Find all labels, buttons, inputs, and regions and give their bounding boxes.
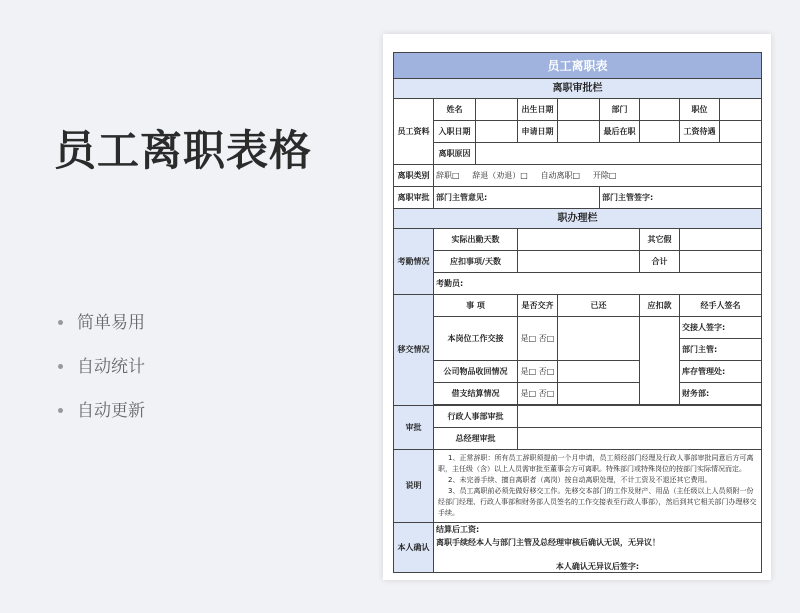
deduct-cell[interactable] <box>640 317 680 405</box>
type-option-self-leave[interactable]: 自动离职□ <box>540 170 581 180</box>
approval-label: 离职审批 <box>394 187 434 209</box>
benefits-label: 工资待遇 <box>680 121 720 143</box>
reason-label: 离职原因 <box>434 143 476 165</box>
handover-check[interactable]: 是□ 否□ <box>518 383 558 405</box>
actual-days-cell[interactable] <box>518 229 640 251</box>
dept-sign-cell[interactable]: 部门主管签字: <box>600 187 762 209</box>
birth-date-label: 出生日期 <box>518 99 558 121</box>
department-label: 部门 <box>600 99 640 121</box>
inventory-signer[interactable]: 库存管理处: <box>680 361 762 383</box>
type-option-resign[interactable]: 辞职□ <box>436 170 460 180</box>
deduction-label: 应扣事项/天数 <box>434 251 518 273</box>
benefits-cell[interactable] <box>720 121 762 143</box>
handover-item: 本岗位工作交接 <box>434 317 518 361</box>
returned-cell[interactable] <box>558 317 640 361</box>
employee-info-label: 员工资料 <box>394 99 434 165</box>
handover-item: 借支结算情况 <box>434 383 518 405</box>
attendance-clerk-cell[interactable]: 考勤员: <box>434 273 762 295</box>
handover-section-title: 职办理栏 <box>394 209 762 229</box>
returned-cell[interactable] <box>558 361 640 383</box>
attendance-label: 考勤情况 <box>394 229 434 295</box>
col-complete: 是否交齐 <box>518 295 558 317</box>
wage-after-label: 结算后工资: <box>436 525 480 534</box>
name-label: 姓名 <box>434 99 476 121</box>
other-leave-label: 其它假 <box>640 229 680 251</box>
col-deduct: 应扣款 <box>640 295 680 317</box>
feature-list <box>58 312 145 444</box>
deduction-cell[interactable] <box>518 251 640 273</box>
handover-check[interactable]: 是□ 否□ <box>518 317 558 361</box>
type-option-dismiss[interactable]: 辞退（劝退）□ <box>472 170 528 180</box>
position-cell[interactable] <box>720 99 762 121</box>
review-label: 审批 <box>394 406 434 450</box>
approval-section-title: 离职审批栏 <box>394 79 762 99</box>
gm-review-cell[interactable] <box>518 428 762 450</box>
position-label: 职位 <box>680 99 720 121</box>
handover-item: 公司物品收回情况 <box>434 361 518 383</box>
feature-item: 简单易用 <box>58 312 145 356</box>
feature-item: 自动更新 <box>58 400 145 444</box>
resignation-form <box>393 52 762 573</box>
name-cell[interactable] <box>476 99 518 121</box>
hr-review-cell[interactable] <box>518 406 762 428</box>
confirm-cell[interactable] <box>434 523 762 573</box>
total-label: 合计 <box>640 251 680 273</box>
handover-signer[interactable]: 交接人签字: <box>680 317 762 339</box>
entry-date-label: 入职日期 <box>434 121 476 143</box>
reason-cell[interactable] <box>476 143 762 165</box>
bullet-icon <box>58 408 63 413</box>
dept-opinion-cell[interactable]: 部门主管意见: <box>434 187 600 209</box>
confirm-statement: 离职手续经本人与部门主管及总经理审核后确认无误，无异议！ <box>436 538 660 547</box>
col-returned: 已还 <box>558 295 640 317</box>
col-item: 事 项 <box>434 295 518 317</box>
hero-title: 员工离职表格 <box>54 126 313 175</box>
form-title: 员工离职表 <box>394 53 762 79</box>
apply-date-cell[interactable] <box>558 121 600 143</box>
department-cell[interactable] <box>640 99 680 121</box>
notes-text: 1、正常辞职：所有员工辞职须提前一个月申请，员工须经部门经理及行政人事部审批同意后方可离职，主任级（含）以上人员需审批至董事会方可离职。特殊部门或特殊岗位的按部门实际情况而定。 2、未完善手续、擅自离职者（离岗）按自动离职处理，不计工资及不退还其它费用。 3、员工离职前必须先做好移交工作。先移交本部门的工作及财产、用品（主任级以上人员须附一份经部门经理、行政人事部和财务部人员签名的工作交接表至行政人事部），然后到其它相关部门办理移交手续。 <box>434 450 762 523</box>
bullet-icon <box>58 364 63 369</box>
type-label: 离职类别 <box>394 165 434 187</box>
last-day-label: 最后在职 <box>600 121 640 143</box>
finance-signer[interactable]: 财务部: <box>680 383 762 405</box>
returned-cell[interactable] <box>558 383 640 405</box>
birth-date-cell[interactable] <box>558 99 600 121</box>
dept-manager-signer[interactable]: 部门主管: <box>680 339 762 361</box>
bullet-icon <box>58 320 63 325</box>
feature-item: 自动统计 <box>58 356 145 400</box>
confirm-label: 本人确认 <box>394 523 434 573</box>
notes-label: 说明 <box>394 450 434 523</box>
actual-days-label: 实际出勤天数 <box>434 229 518 251</box>
type-options <box>434 165 762 187</box>
other-leave-cell[interactable] <box>680 229 762 251</box>
entry-date-cell[interactable] <box>476 121 518 143</box>
handover-check[interactable]: 是□ 否□ <box>518 361 558 383</box>
apply-date-label: 申请日期 <box>518 121 558 143</box>
handover-label: 移交情况 <box>394 295 434 406</box>
total-cell[interactable] <box>680 251 762 273</box>
hr-review-label: 行政人事部审批 <box>434 406 518 428</box>
last-day-cell[interactable] <box>640 121 680 143</box>
confirm-sign: 本人确认无异议后签字: <box>555 562 640 571</box>
gm-review-label: 总经理审批 <box>434 428 518 450</box>
form-preview <box>383 34 771 580</box>
col-signer: 经手人签名 <box>680 295 762 317</box>
type-option-expel[interactable]: 开除□ <box>592 170 617 180</box>
